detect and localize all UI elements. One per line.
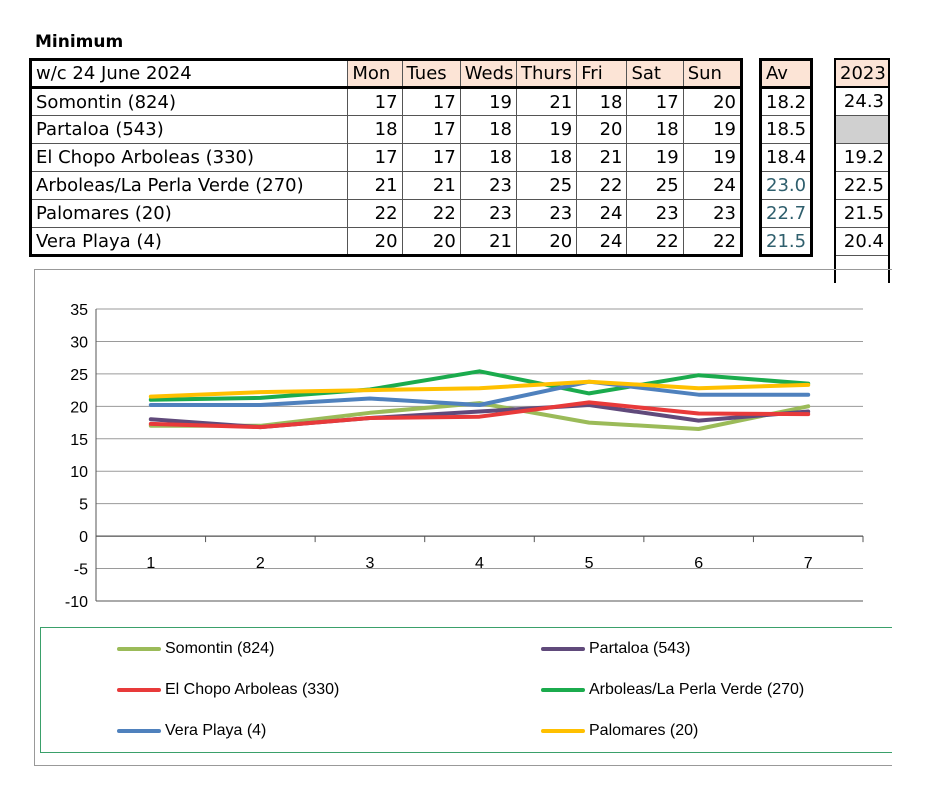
day-header-fri: Fri xyxy=(577,60,627,88)
legend-label: Palomares (20) xyxy=(589,722,699,739)
temperature-table xyxy=(29,58,743,257)
average-header: Av xyxy=(761,60,812,88)
table-row xyxy=(31,88,742,116)
table-cell: 19 xyxy=(627,144,683,172)
legend-swatch xyxy=(541,729,585,733)
y-tick-label: 30 xyxy=(70,334,88,352)
table-cell: 24 xyxy=(577,200,627,228)
average-cell: 18.4 xyxy=(761,144,812,172)
x-tick-label: 3 xyxy=(365,555,375,573)
legend-item xyxy=(117,722,266,740)
station-name: Somontin (824) xyxy=(31,88,348,116)
legend-item xyxy=(117,681,339,699)
table-cell: 19 xyxy=(683,116,741,144)
day-header-sun: Sun xyxy=(683,60,741,88)
y-tick-label: 0 xyxy=(79,529,88,547)
legend-item xyxy=(117,640,274,658)
previous-year-cell: 21.5 xyxy=(835,199,889,227)
x-tick-label: 5 xyxy=(584,555,594,573)
table-row xyxy=(31,228,742,256)
average-cell: 18.2 xyxy=(761,88,812,116)
average-table xyxy=(759,58,813,257)
table-cell: 25 xyxy=(517,172,577,200)
legend-label: El Chopo Arboleas (330) xyxy=(165,681,340,698)
table-cell: 24 xyxy=(577,228,627,256)
table-cell: 21 xyxy=(577,144,627,172)
legend-swatch xyxy=(117,729,161,733)
previous-year-cell: 19.2 xyxy=(835,143,889,171)
y-tick-label: 35 xyxy=(70,302,88,319)
station-name: El Chopo Arboleas (330) xyxy=(31,144,348,172)
station-name: Palomares (20) xyxy=(31,200,348,228)
table-cell: 22 xyxy=(402,200,460,228)
table-cell: 18 xyxy=(348,116,402,144)
table-row xyxy=(31,144,742,172)
x-tick-label: 2 xyxy=(255,555,265,573)
table-row xyxy=(31,200,742,228)
table-cell: 17 xyxy=(402,144,460,172)
previous-year-header: 2023 xyxy=(835,59,889,87)
station-name: Arboleas/La Perla Verde (270) xyxy=(31,172,348,200)
legend-swatch xyxy=(117,688,161,692)
station-name: Partaloa (543) xyxy=(31,116,348,144)
table-cell: 24 xyxy=(683,172,741,200)
table-cell: 20 xyxy=(402,228,460,256)
table-header-row xyxy=(31,60,742,88)
y-tick-label: 10 xyxy=(70,464,88,482)
x-tick-label: 1 xyxy=(146,555,156,573)
legend-item xyxy=(541,681,804,699)
x-tick-label: 6 xyxy=(694,555,704,573)
previous-year-cell xyxy=(835,115,889,143)
table-cell: 21 xyxy=(348,172,402,200)
table-cell: 17 xyxy=(402,116,460,144)
average-cell: 21.5 xyxy=(761,228,812,256)
table-cell: 18 xyxy=(460,116,516,144)
station-name: Vera Playa (4) xyxy=(31,228,348,256)
day-header-weds: Weds xyxy=(460,60,516,88)
y-tick-label: -10 xyxy=(64,594,88,611)
table-cell: 21 xyxy=(460,228,516,256)
y-tick-label: 15 xyxy=(70,431,88,449)
average-cell: 22.7 xyxy=(761,200,812,228)
table-cell: 17 xyxy=(348,144,402,172)
table-cell: 18 xyxy=(577,88,627,116)
day-header-tues: Tues xyxy=(402,60,460,88)
day-header-mon: Mon xyxy=(348,60,402,88)
table-cell: 19 xyxy=(683,144,741,172)
previous-year-cell: 20.4 xyxy=(835,227,889,255)
legend-label: Arboleas/La Perla Verde (270) xyxy=(589,681,805,698)
y-tick-label: 25 xyxy=(70,366,88,384)
table-row xyxy=(31,172,742,200)
legend-item xyxy=(541,722,698,740)
table-cell: 25 xyxy=(627,172,683,200)
day-header-thurs: Thurs xyxy=(517,60,577,88)
table-cell: 21 xyxy=(517,88,577,116)
table-cell: 23 xyxy=(460,200,516,228)
table-cell: 22 xyxy=(577,172,627,200)
table-cell: 20 xyxy=(683,88,741,116)
legend-label: Somontin (824) xyxy=(165,640,275,657)
previous-year-table xyxy=(834,58,890,283)
average-cell: 23.0 xyxy=(761,172,812,200)
table-cell: 23 xyxy=(683,200,741,228)
x-tick-label: 7 xyxy=(803,555,813,573)
table-row xyxy=(31,116,742,144)
legend-label: Partaloa (543) xyxy=(589,640,691,657)
table-cell: 18 xyxy=(627,116,683,144)
table-cell: 17 xyxy=(348,88,402,116)
legend-item xyxy=(541,640,690,658)
y-tick-label: 5 xyxy=(79,496,88,514)
table-cell: 20 xyxy=(517,228,577,256)
y-tick-label: -5 xyxy=(73,561,88,579)
y-tick-label: 20 xyxy=(70,399,88,417)
legend-label: Vera Playa (4) xyxy=(165,722,267,739)
table-cell: 21 xyxy=(402,172,460,200)
table-cell: 18 xyxy=(517,144,577,172)
table-cell: 19 xyxy=(460,88,516,116)
legend-swatch xyxy=(541,647,585,651)
legend-swatch xyxy=(117,647,161,651)
table-cell: 22 xyxy=(627,228,683,256)
day-header-sat: Sat xyxy=(627,60,683,88)
table-cell: 22 xyxy=(348,200,402,228)
table-cell: 17 xyxy=(402,88,460,116)
table-cell: 17 xyxy=(627,88,683,116)
previous-year-cell: 24.3 xyxy=(835,87,889,115)
table-cell: 23 xyxy=(627,200,683,228)
week-label: w/c 24 June 2024 xyxy=(31,60,348,88)
previous-year-cell: 22.5 xyxy=(835,171,889,199)
x-tick-label: 4 xyxy=(475,555,484,573)
table-cell: 20 xyxy=(577,116,627,144)
table-cell: 20 xyxy=(348,228,402,256)
table-cell: 19 xyxy=(517,116,577,144)
table-cell: 23 xyxy=(517,200,577,228)
average-cell: 18.5 xyxy=(761,116,812,144)
legend-swatch xyxy=(541,688,585,692)
table-cell: 22 xyxy=(683,228,741,256)
table-cell: 18 xyxy=(460,144,516,172)
chart-legend xyxy=(40,627,892,753)
table-title: Minimum xyxy=(35,32,124,52)
table-cell: 23 xyxy=(460,172,516,200)
